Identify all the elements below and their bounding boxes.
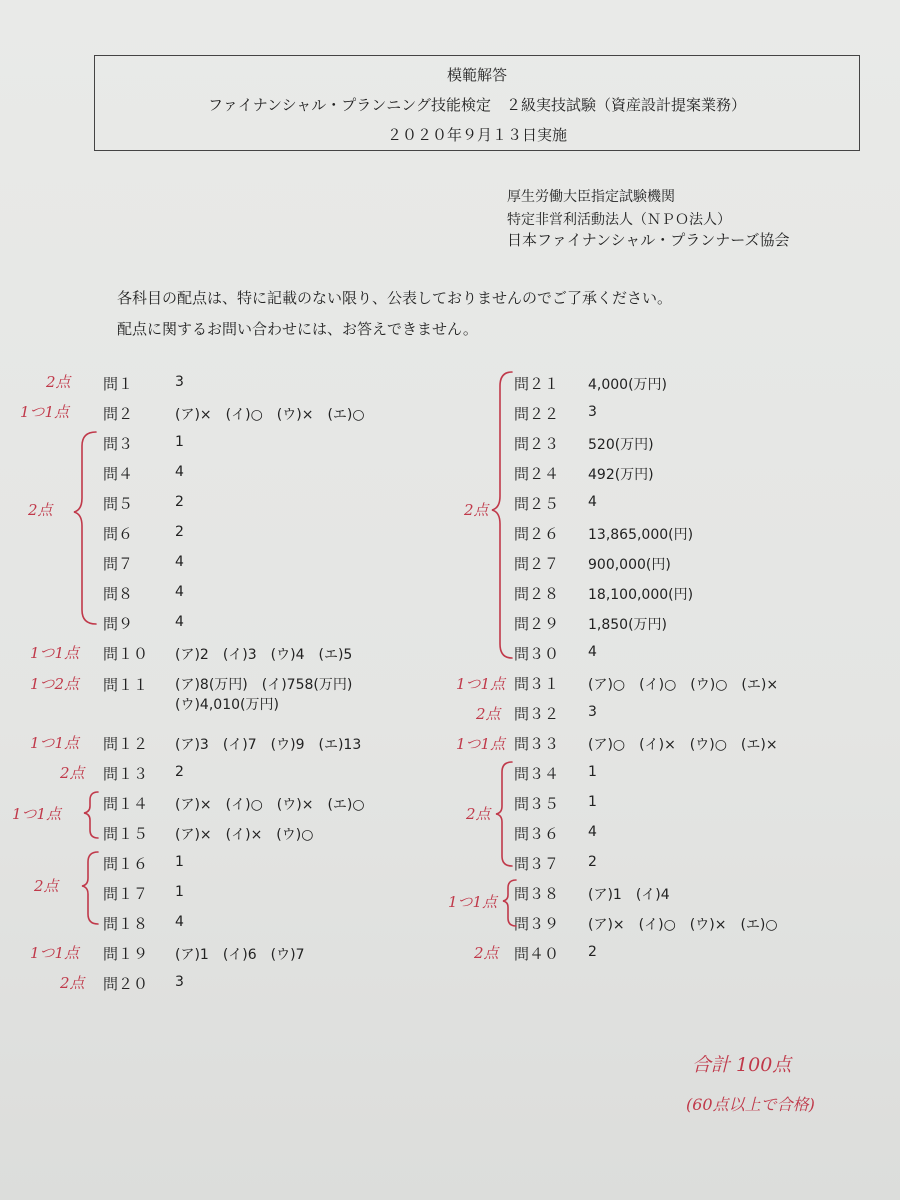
question-number: 問５ bbox=[103, 495, 134, 513]
answer-value: 4 bbox=[588, 644, 597, 660]
bracket-q21-q30 bbox=[492, 372, 512, 658]
answer-value: (ア)× (イ)○ (ウ)× (エ)○ bbox=[588, 917, 778, 933]
question-number: 問１５ bbox=[103, 825, 149, 843]
exam-date: ２０２０年９月１３日実施 bbox=[386, 126, 567, 144]
score-note-q16-q18: 2点 bbox=[34, 877, 59, 895]
question-number: 問２１ bbox=[514, 375, 560, 393]
score-note-q13: 2点 bbox=[60, 764, 85, 782]
question-number: 問２９ bbox=[514, 615, 560, 633]
score-note-q33: 1つ1点 bbox=[456, 735, 506, 753]
answer-value: 900,000(円) bbox=[588, 557, 671, 573]
answer-value: 4 bbox=[175, 464, 184, 480]
score-note-q20: 2点 bbox=[60, 974, 85, 992]
answer-value: 3 bbox=[588, 704, 597, 720]
notice-line-1: 各科目の配点は、特に記載のない限り、公表しておりませんのでご了承ください。 bbox=[117, 289, 673, 307]
answer-value: 2 bbox=[175, 524, 184, 540]
org-name: 日本ファイナンシャル・プランナーズ協会 bbox=[507, 231, 790, 249]
answer-value: (ア)× (イ)○ (ウ)× (エ)○ bbox=[175, 797, 365, 813]
answer-value: 1 bbox=[588, 794, 597, 810]
question-number: 問１７ bbox=[103, 885, 149, 903]
answer-value: 1 bbox=[175, 884, 184, 900]
bracket-q3-q9 bbox=[74, 432, 96, 624]
score-note-q10: 1つ1点 bbox=[30, 644, 80, 662]
answer-value: (ア)2 (イ)3 (ウ)4 (エ)5 bbox=[175, 647, 353, 663]
score-note-q34-q37: 2点 bbox=[466, 805, 491, 823]
question-number: 問３０ bbox=[514, 645, 560, 663]
org-line-1: 厚生労働大臣指定試験機関 bbox=[507, 189, 675, 205]
question-number: 問４ bbox=[103, 465, 134, 483]
answer-value: (ア)8(万円) (イ)758(万円) bbox=[175, 677, 353, 693]
question-number: 問２ bbox=[103, 405, 134, 423]
bracket-q38-q39 bbox=[503, 880, 516, 926]
total-score-note: 合計 100点 bbox=[692, 1054, 792, 1076]
answer-value: 4 bbox=[175, 614, 184, 630]
question-number: 問３２ bbox=[514, 705, 560, 723]
score-note-q40: 2点 bbox=[474, 944, 499, 962]
score-note-q32: 2点 bbox=[476, 705, 501, 723]
question-number: 問３９ bbox=[514, 915, 560, 933]
question-number: 問２８ bbox=[514, 585, 560, 603]
bracket-q34-q37 bbox=[496, 762, 512, 866]
answer-value: 1 bbox=[175, 854, 184, 870]
answer-value: 3 bbox=[588, 404, 597, 420]
question-number: 問３３ bbox=[514, 735, 560, 753]
answer-value: 18,100,000(円) bbox=[588, 587, 694, 603]
question-number: 問１６ bbox=[103, 855, 149, 873]
answer-value: 3 bbox=[175, 974, 184, 990]
score-note-q21-q30: 2点 bbox=[464, 501, 489, 519]
answer-value: 4,000(万円) bbox=[588, 377, 668, 393]
answer-value: 3 bbox=[175, 374, 184, 390]
question-number: 問３４ bbox=[514, 765, 560, 783]
question-number: 問３６ bbox=[514, 825, 560, 843]
question-number: 問２２ bbox=[514, 405, 560, 423]
answer-value: (ア)3 (イ)7 (ウ)9 (エ)13 bbox=[175, 737, 362, 753]
answer-value: 2 bbox=[175, 494, 184, 510]
answer-value: 4 bbox=[175, 584, 184, 600]
question-number: 問２３ bbox=[514, 435, 560, 453]
question-number: 問１８ bbox=[103, 915, 149, 933]
score-note-q3-q9: 2点 bbox=[28, 501, 53, 519]
answer-value-continued: (ウ)4,010(万円) bbox=[175, 697, 279, 713]
answer-key-title: 模範解答 bbox=[446, 66, 507, 84]
answer-value: 2 bbox=[588, 854, 597, 870]
question-number: 問２０ bbox=[103, 975, 149, 993]
score-note-q12: 1つ1点 bbox=[30, 734, 80, 752]
answer-value: 1,850(万円) bbox=[588, 617, 668, 633]
answer-value: 4 bbox=[588, 494, 597, 510]
score-note-q2: 1つ1点 bbox=[20, 403, 70, 421]
answer-value: 1 bbox=[588, 764, 597, 780]
question-number: 問９ bbox=[103, 615, 134, 633]
notice-line-2: 配点に関するお問い合わせには、お答えできません。 bbox=[117, 320, 478, 338]
answer-value: 2 bbox=[175, 764, 184, 780]
question-number: 問２７ bbox=[514, 555, 560, 573]
answer-value: 1 bbox=[175, 434, 184, 450]
passing-score-note: (60点以上で合格) bbox=[686, 1095, 815, 1114]
score-note-q11: 1つ2点 bbox=[30, 675, 80, 693]
answer-value: (ア)× (イ)○ (ウ)× (エ)○ bbox=[175, 407, 365, 423]
answer-value: (ア)× (イ)× (ウ)○ bbox=[175, 827, 314, 843]
answer-value: 4 bbox=[175, 914, 184, 930]
question-number: 問１３ bbox=[103, 765, 149, 783]
question-number: 問１０ bbox=[103, 645, 149, 663]
answer-value: 4 bbox=[175, 554, 184, 570]
question-number: 問１ bbox=[103, 375, 134, 393]
exam-name: ファイナンシャル・プランニング技能検定 ２級実技試験（資産設計提案業務） bbox=[208, 96, 746, 114]
question-number: 問２５ bbox=[514, 495, 560, 513]
question-number: 問８ bbox=[103, 585, 134, 603]
question-number: 問７ bbox=[103, 555, 134, 573]
score-note-q31: 1つ1点 bbox=[456, 675, 506, 693]
question-number: 問１１ bbox=[103, 676, 149, 694]
org-line-2: 特定非営利活動法人（ＮＰＯ法人） bbox=[507, 212, 731, 228]
bracket-q14-q15 bbox=[84, 792, 98, 838]
question-number: 問３ bbox=[103, 435, 134, 453]
answer-value: 13,865,000(円) bbox=[588, 527, 694, 543]
question-number: 問１４ bbox=[103, 795, 149, 813]
score-note-q19: 1つ1点 bbox=[30, 944, 80, 962]
question-number: 問２６ bbox=[514, 525, 560, 543]
question-number: 問１２ bbox=[103, 735, 149, 753]
score-note-q14-q15: 1つ1点 bbox=[12, 805, 62, 823]
question-number: 問６ bbox=[103, 525, 134, 543]
answer-value: 520(万円) bbox=[588, 437, 654, 453]
question-number: 問３８ bbox=[514, 885, 560, 903]
score-note-q1: 2点 bbox=[46, 373, 71, 391]
bracket-q16-q18 bbox=[82, 852, 98, 924]
score-note-q38-q39: 1つ1点 bbox=[448, 893, 498, 911]
answer-value: (ア)1 (イ)6 (ウ)7 bbox=[175, 947, 305, 963]
question-number: 問２４ bbox=[514, 465, 560, 483]
answer-value: 2 bbox=[588, 944, 597, 960]
answer-value: 4 bbox=[588, 824, 597, 840]
question-number: 問４０ bbox=[514, 945, 560, 963]
answer-value: (ア)○ (イ)× (ウ)○ (エ)× bbox=[588, 737, 778, 753]
question-number: 問３１ bbox=[514, 675, 560, 693]
question-number: 問３７ bbox=[514, 855, 560, 873]
question-number: 問１９ bbox=[103, 945, 149, 963]
answer-value: (ア)1 (イ)4 bbox=[588, 887, 670, 903]
answer-value: (ア)○ (イ)○ (ウ)○ (エ)× bbox=[588, 677, 779, 693]
question-number: 問３５ bbox=[514, 795, 560, 813]
answer-value: 492(万円) bbox=[588, 467, 654, 483]
